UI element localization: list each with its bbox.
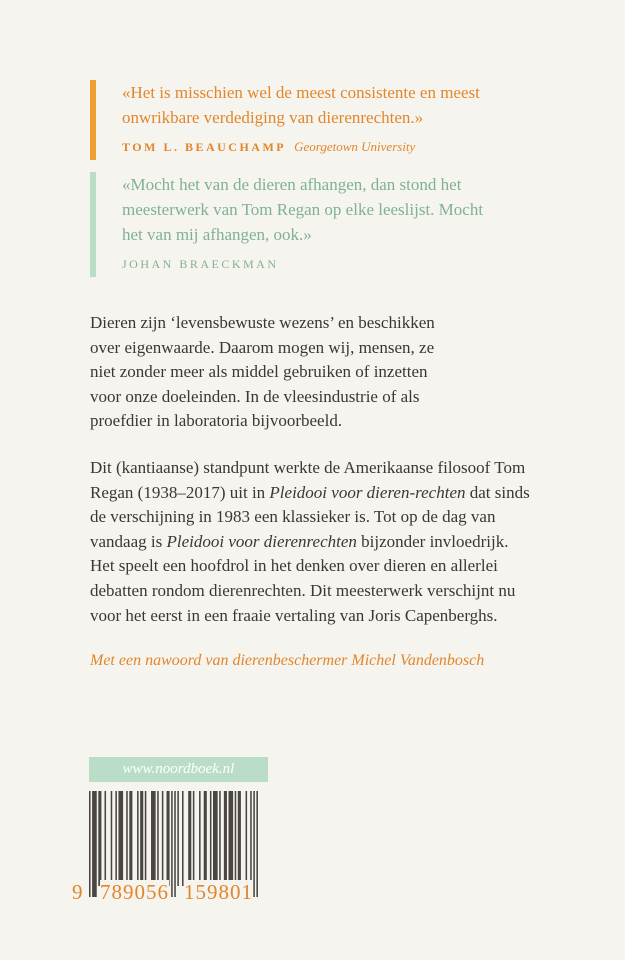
quote-author: TOM L. BEAUCHAMP [122,140,287,154]
paragraph-text [90,456,530,628]
barcode-bar [229,791,234,886]
blurb-paragraph-1 [90,311,540,434]
barcode-bar [224,791,227,886]
barcode-bar [193,791,195,886]
barcode-bar [256,791,258,897]
barcode-bar [98,791,101,886]
barcode-bar [188,791,191,886]
afterword-note: Met een nawoord van dierenbeschermer Michel Vandenbosch [90,652,485,670]
barcode-bar [174,791,176,897]
publisher-url: www.noordboek.nl [89,757,268,782]
barcode-bar [204,791,207,886]
book-title: Pleidooi voor dieren-rechten [269,482,466,502]
barcode-bar [126,791,128,886]
isbn-first-digit: 9 [72,880,84,904]
barcode-bar [151,791,156,886]
barcode-bar [145,791,147,886]
barcode-bar [235,791,237,886]
isbn-left-group: 789056 [100,880,169,904]
paragraph-text: Dieren zijn ‘levensbewuste wezens’ en beschikken over eigenwaarde. Daarom mogen wij, mensen, ze niet zonder meer als middel gebruiken of inzetten voor onze doeleinden. In de vleesindustrie of als proefdier in laboratoria bijvoorbeeld. [90,313,435,431]
barcode-bar [238,791,241,886]
barcode-bar [210,791,212,886]
quote-author: JOHAN BRAECKMAN [122,257,279,271]
barcode-bar [140,791,143,886]
barcode-bar [92,791,97,897]
barcode-bar [111,791,113,886]
barcode-bar [213,791,218,886]
blurb-paragraph-2 [90,456,540,628]
quote-braeckman [90,172,540,277]
barcode-bar [89,791,91,897]
barcode-bar [129,791,132,886]
quote-text: «Het is misschien wel de meest consistente en meest onwrikbare verdediging van dierenrechten.» [122,83,480,127]
barcode-bar [162,791,164,886]
text: Dit (kantiaanse) standpunt werkte de Amerikaanse filosoof Tom Regan (1938–2017) uit in [90,457,526,502]
barcode-bar [219,791,221,886]
isbn-right-group: 159801 [184,880,253,904]
quote-attribution [122,138,540,156]
barcode-bar [118,791,123,886]
barcode-bar [115,791,117,886]
barcode-bar [182,791,184,886]
text-column [90,80,540,672]
barcode-bar [171,791,173,897]
text: dat sinds de verschijning in 1983 een klassieker is. Tot op de dag van vandaag is [90,482,530,551]
barcode-bar [253,791,255,897]
quote-beauchamp [90,80,540,160]
barcode-bar [137,791,139,886]
barcode-bar [157,791,159,886]
book-title: Pleidooi voor dierenrechten [166,531,357,551]
quote-affiliation: Georgetown University [294,139,416,154]
barcode-bar [105,791,107,886]
quote-text: «Mocht het van de dieren afhangen, dan stond het meesterwerk van Tom Regan op elke leeslijst. Mocht het van mij afhangen, ook.» [122,175,484,244]
barcode-bar [177,791,179,886]
barcode-bar [250,791,252,886]
text: bijzonder invloedrijk. Het speelt een hoofdrol in het denken over dieren en allerlei debatten rondom dierenrechten. Dit meesterwerk verschijnt nu voor het eerst in een fraaie vertaling van Joris Capenberghs. [90,531,516,625]
barcode-bar [167,791,170,886]
barcode-bar [246,791,248,886]
barcode-bar [199,791,201,886]
